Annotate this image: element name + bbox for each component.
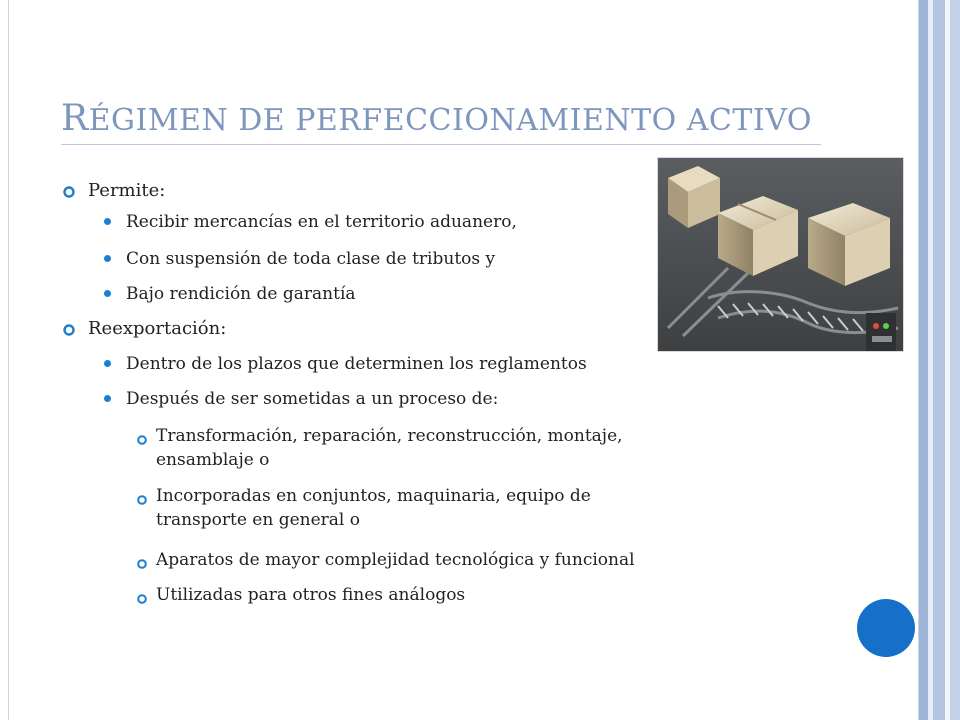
dot-bullet-icon (104, 218, 111, 225)
slide-title (61, 98, 812, 139)
title-rest: ÉGIMEN DE PERFECCIONAMIENTO ACTIVO (88, 103, 812, 138)
hollow-bullet-icon (136, 491, 148, 511)
title-underline (61, 144, 821, 145)
boxes-on-conveyor-image (657, 157, 904, 352)
hollow-bullet-icon (62, 321, 76, 342)
dot-bullet-icon (104, 395, 111, 402)
hollow-bullet-icon (62, 183, 76, 204)
title-first-letter: R (61, 98, 89, 139)
hollow-bullet-icon (136, 431, 148, 451)
hollow-bullet-icon (136, 590, 148, 610)
dot-bullet-icon (104, 360, 111, 367)
decorative-bars (919, 0, 960, 720)
decorative-circle (857, 599, 915, 657)
hollow-bullet-icon (136, 555, 148, 575)
dot-bullet-icon (104, 290, 111, 297)
dot-bullet-icon (104, 255, 111, 262)
